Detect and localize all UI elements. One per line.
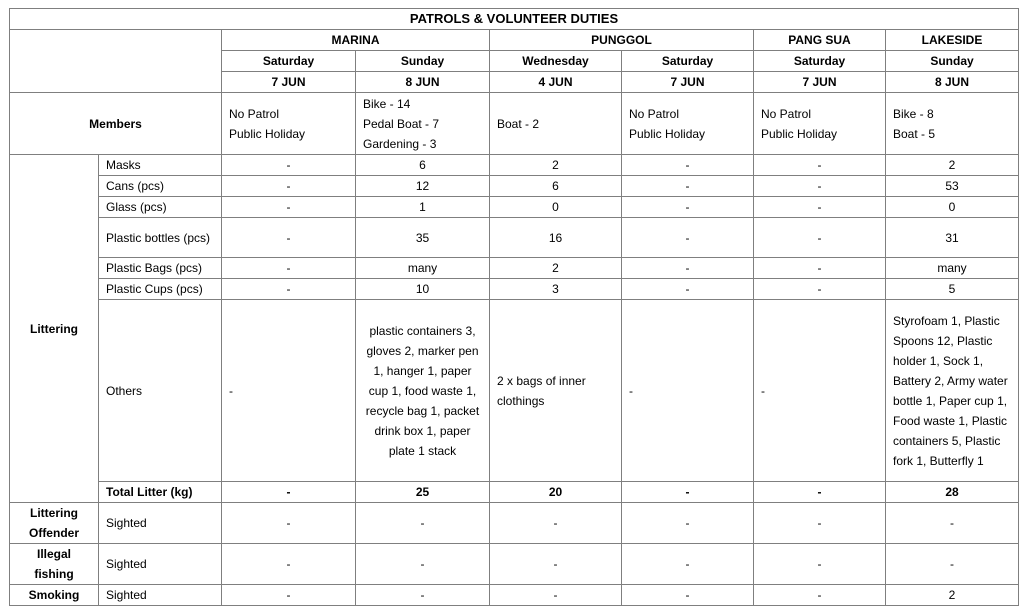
- data-cell: 0: [886, 197, 1019, 218]
- data-cell: -: [222, 544, 356, 585]
- data-cell: -: [622, 544, 754, 585]
- data-cell: -: [490, 585, 622, 606]
- data-cell: -: [622, 176, 754, 197]
- total-cell: -: [754, 482, 886, 503]
- total-cell: 20: [490, 482, 622, 503]
- total-cell: 28: [886, 482, 1019, 503]
- date-header: 8 JUN: [886, 72, 1019, 93]
- members-cell: No Patrol Public Holiday: [222, 93, 356, 155]
- data-cell: -: [754, 176, 886, 197]
- data-cell: -: [754, 258, 886, 279]
- data-cell: -: [622, 197, 754, 218]
- total-cell: 25: [356, 482, 490, 503]
- data-cell: -: [886, 544, 1019, 585]
- data-cell: -: [222, 176, 356, 197]
- members-cell: Bike - 8 Boat - 5: [886, 93, 1019, 155]
- data-cell: -: [222, 585, 356, 606]
- data-cell: -: [622, 155, 754, 176]
- date-header: 8 JUN: [356, 72, 490, 93]
- location-lakeside: LAKESIDE: [886, 30, 1019, 51]
- row-label-total-litter: Total Litter (kg): [99, 482, 222, 503]
- data-cell: -: [754, 279, 886, 300]
- row-label-masks: Masks: [99, 155, 222, 176]
- row-label-plastic-bags: Plastic Bags (pcs): [99, 258, 222, 279]
- data-cell: 53: [886, 176, 1019, 197]
- row-label-sighted: Sighted: [99, 585, 222, 606]
- row-label-glass: Glass (pcs): [99, 197, 222, 218]
- data-cell: plastic containers 3, gloves 2, marker pen 1, hanger 1, paper cup 1, food waste 1, recycle bag 1, packet drink box 1, paper plate 1 stack: [356, 300, 490, 482]
- row-label-others: Others: [99, 300, 222, 482]
- row-label-sighted: Sighted: [99, 544, 222, 585]
- data-cell: 2: [490, 155, 622, 176]
- data-cell: -: [222, 197, 356, 218]
- data-cell: -: [622, 503, 754, 544]
- data-cell: -: [222, 279, 356, 300]
- category-illegal-fishing: Illegal fishing: [10, 544, 99, 585]
- data-cell: -: [222, 218, 356, 258]
- data-cell: -: [222, 300, 356, 482]
- littering-category: Littering: [10, 155, 99, 503]
- data-cell: -: [754, 197, 886, 218]
- data-cell: -: [622, 279, 754, 300]
- row-label-cans: Cans (pcs): [99, 176, 222, 197]
- members-cell: Bike - 14 Pedal Boat - 7 Gardening - 3: [356, 93, 490, 155]
- data-cell: -: [754, 300, 886, 482]
- data-cell: -: [222, 258, 356, 279]
- data-cell: -: [622, 258, 754, 279]
- data-cell: 6: [356, 155, 490, 176]
- data-cell: 31: [886, 218, 1019, 258]
- patrol-duties-table: [9, 8, 1019, 606]
- data-cell: -: [754, 544, 886, 585]
- data-cell: 35: [356, 218, 490, 258]
- members-cell: No Patrol Public Holiday: [754, 93, 886, 155]
- data-cell: -: [754, 503, 886, 544]
- data-cell: many: [356, 258, 490, 279]
- data-cell: -: [622, 300, 754, 482]
- date-header: 7 JUN: [222, 72, 356, 93]
- row-label-plastic-bottles: Plastic bottles (pcs): [99, 218, 222, 258]
- category-littering-offender: Littering Offender: [10, 503, 99, 544]
- table-title: PATROLS & VOLUNTEER DUTIES: [10, 9, 1019, 30]
- members-cell: No Patrol Public Holiday: [622, 93, 754, 155]
- category-smoking: Smoking: [10, 585, 99, 606]
- data-cell: 0: [490, 197, 622, 218]
- data-cell: -: [886, 503, 1019, 544]
- data-cell: 12: [356, 176, 490, 197]
- day-header: Saturday: [222, 51, 356, 72]
- members-label: Members: [10, 93, 222, 155]
- members-cell: Boat - 2: [490, 93, 622, 155]
- data-cell: 10: [356, 279, 490, 300]
- data-cell: -: [490, 503, 622, 544]
- data-cell: -: [754, 155, 886, 176]
- data-cell: -: [222, 155, 356, 176]
- data-cell: 16: [490, 218, 622, 258]
- row-label-sighted: Sighted: [99, 503, 222, 544]
- day-header: Wednesday: [490, 51, 622, 72]
- date-header: 4 JUN: [490, 72, 622, 93]
- data-cell: -: [622, 218, 754, 258]
- location-marina: MARINA: [222, 30, 490, 51]
- data-cell: 5: [886, 279, 1019, 300]
- data-cell: -: [754, 218, 886, 258]
- data-cell: Styrofoam 1, Plastic Spoons 12, Plastic holder 1, Sock 1, Battery 2, Army water bottle 1, Paper cup 1, Food waste 1, Plastic containers 5, Plastic fork 1, Butterfly 1: [886, 300, 1019, 482]
- day-header: Saturday: [622, 51, 754, 72]
- total-cell: -: [622, 482, 754, 503]
- data-cell: 2: [886, 155, 1019, 176]
- data-cell: -: [356, 585, 490, 606]
- data-cell: -: [356, 503, 490, 544]
- data-cell: -: [222, 503, 356, 544]
- day-header: Sunday: [886, 51, 1019, 72]
- data-cell: -: [356, 544, 490, 585]
- day-header: Sunday: [356, 51, 490, 72]
- location-punggol: PUNGGOL: [490, 30, 754, 51]
- data-cell: many: [886, 258, 1019, 279]
- date-header: 7 JUN: [754, 72, 886, 93]
- corner-cell: [10, 30, 222, 93]
- data-cell: 3: [490, 279, 622, 300]
- data-cell: -: [622, 585, 754, 606]
- day-header: Saturday: [754, 51, 886, 72]
- location-pang-sua: PANG SUA: [754, 30, 886, 51]
- total-cell: -: [222, 482, 356, 503]
- data-cell: -: [754, 585, 886, 606]
- data-cell: 2: [490, 258, 622, 279]
- data-cell: 2: [886, 585, 1019, 606]
- row-label-plastic-cups: Plastic Cups (pcs): [99, 279, 222, 300]
- data-cell: 1: [356, 197, 490, 218]
- date-header: 7 JUN: [622, 72, 754, 93]
- data-cell: 2 x bags of inner clothings: [490, 300, 622, 482]
- data-cell: 6: [490, 176, 622, 197]
- data-cell: -: [490, 544, 622, 585]
